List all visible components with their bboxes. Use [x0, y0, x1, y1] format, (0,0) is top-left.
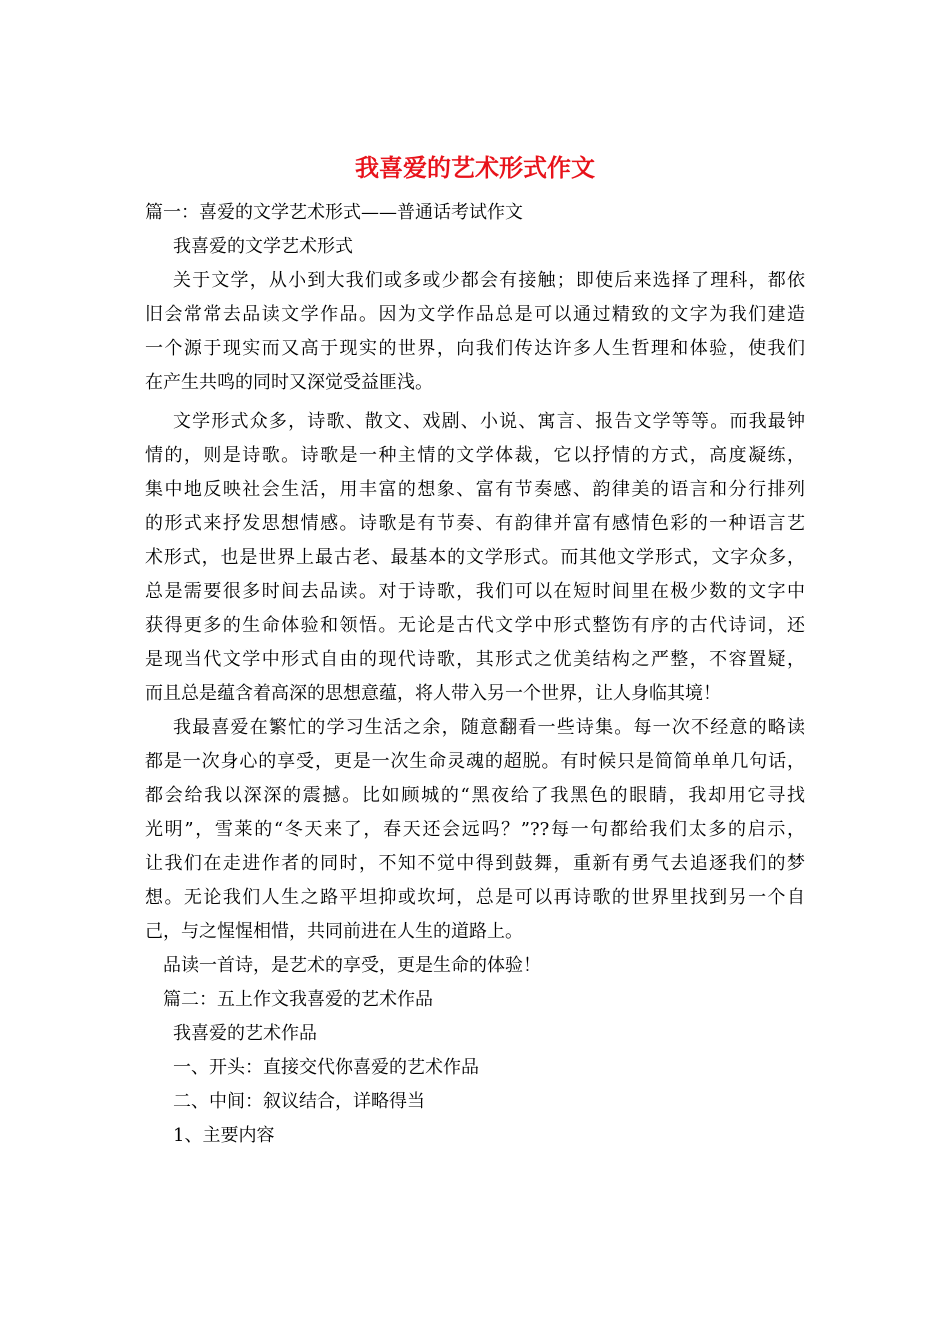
document-body	[145, 196, 805, 1153]
paragraph-line: 都会给我以深深的震撼。比如顾城的“黑夜给了我黑色的眼睛，我却用它寻找	[145, 785, 805, 806]
paragraph-line: 我最喜爱在繁忙的学习生活之余，随意翻看一些诗集。每一次不经意的略读	[173, 717, 805, 738]
paragraph-line: 在产生共鸣的同时又深觉受益匪浅。	[145, 372, 433, 393]
paragraph-line: 都是一次身心的享受，更是一次生命灵魂的超脱。有时候只是简简单单几句话，	[145, 751, 805, 772]
outline-item: 1、主要内容	[173, 1125, 275, 1146]
paragraph-line: 一个源于现实而又高于现实的世界，向我们传达许多人生哲理和体验，使我们	[145, 338, 805, 359]
paragraph-line: 品读一首诗，是艺术的享受，更是生命的体验！	[163, 955, 541, 976]
paragraph-line: 情的，则是诗歌。诗歌是一种主情的文学体裁，它以抒情的方式，高度凝练，	[145, 445, 805, 466]
section-heading: 篇二：五上作文我喜爱的艺术作品	[163, 989, 433, 1010]
paragraph-line: 光明”，雪莱的“冬天来了，春天还会远吗？”??每一句都给我们太多的启示，	[145, 819, 805, 840]
paragraph-line: 想。无论我们人生之路平坦抑或坎坷，总是可以再诗歌的世界里找到另一个自	[145, 887, 805, 908]
document-title: 我喜爱的艺术形式作文	[355, 154, 595, 182]
paragraph-line: 是现当代文学中形式自由的现代诗歌，其形式之优美结构之严整，不容置疑，	[145, 649, 805, 670]
outline-item: 一、开头：直接交代你喜爱的艺术作品	[173, 1057, 479, 1078]
paragraph-line: 己，与之惺惺相惜，共同前进在人生的道路上。	[145, 921, 523, 942]
subtitle: 我喜爱的艺术作品	[173, 1023, 317, 1044]
paragraph-line: 文学形式众多，诗歌、散文、戏剧、小说、寓言、报告文学等等。而我最钟	[173, 411, 805, 432]
paragraph-line: 获得更多的生命体验和领悟。无论是古代文学中形式整饬有序的古代诗词，还	[145, 615, 805, 636]
subtitle: 我喜爱的文学艺术形式	[173, 236, 353, 257]
paragraph-line: 关于文学，从小到大我们或多或少都会有接触；即使后来选择了理科，都依	[173, 270, 805, 291]
paragraph-line: 旧会常常去品读文学作品。因为文学作品总是可以通过精致的文字为我们建造	[145, 304, 805, 325]
paragraph-line: 让我们在走进作者的同时，不知不觉中得到鼓舞，重新有勇气去追逐我们的梦	[145, 853, 805, 874]
paragraph-line: 的形式来抒发思想情感。诗歌是有节奏、有韵律并富有感情色彩的一种语言艺	[145, 513, 805, 534]
outline-item: 二、中间：叙议结合，详略得当	[173, 1091, 425, 1112]
paragraph-line: 集中地反映社会生活，用丰富的想象、富有节奏感、韵律美的语言和分行排列	[145, 479, 805, 500]
paragraph-line: 总是需要很多时间去品读。对于诗歌，我们可以在短时间里在极少数的文字中	[145, 581, 805, 602]
section-heading: 篇一：喜爱的文学艺术形式——普通话考试作文	[145, 202, 523, 223]
paragraph-line: 而且总是蕴含着高深的思想意蕴，将人带入另一个世界，让人身临其境！	[145, 683, 721, 704]
paragraph-line: 术形式，也是世界上最古老、最基本的文学形式。而其他文学形式，文字众多，	[145, 547, 805, 568]
